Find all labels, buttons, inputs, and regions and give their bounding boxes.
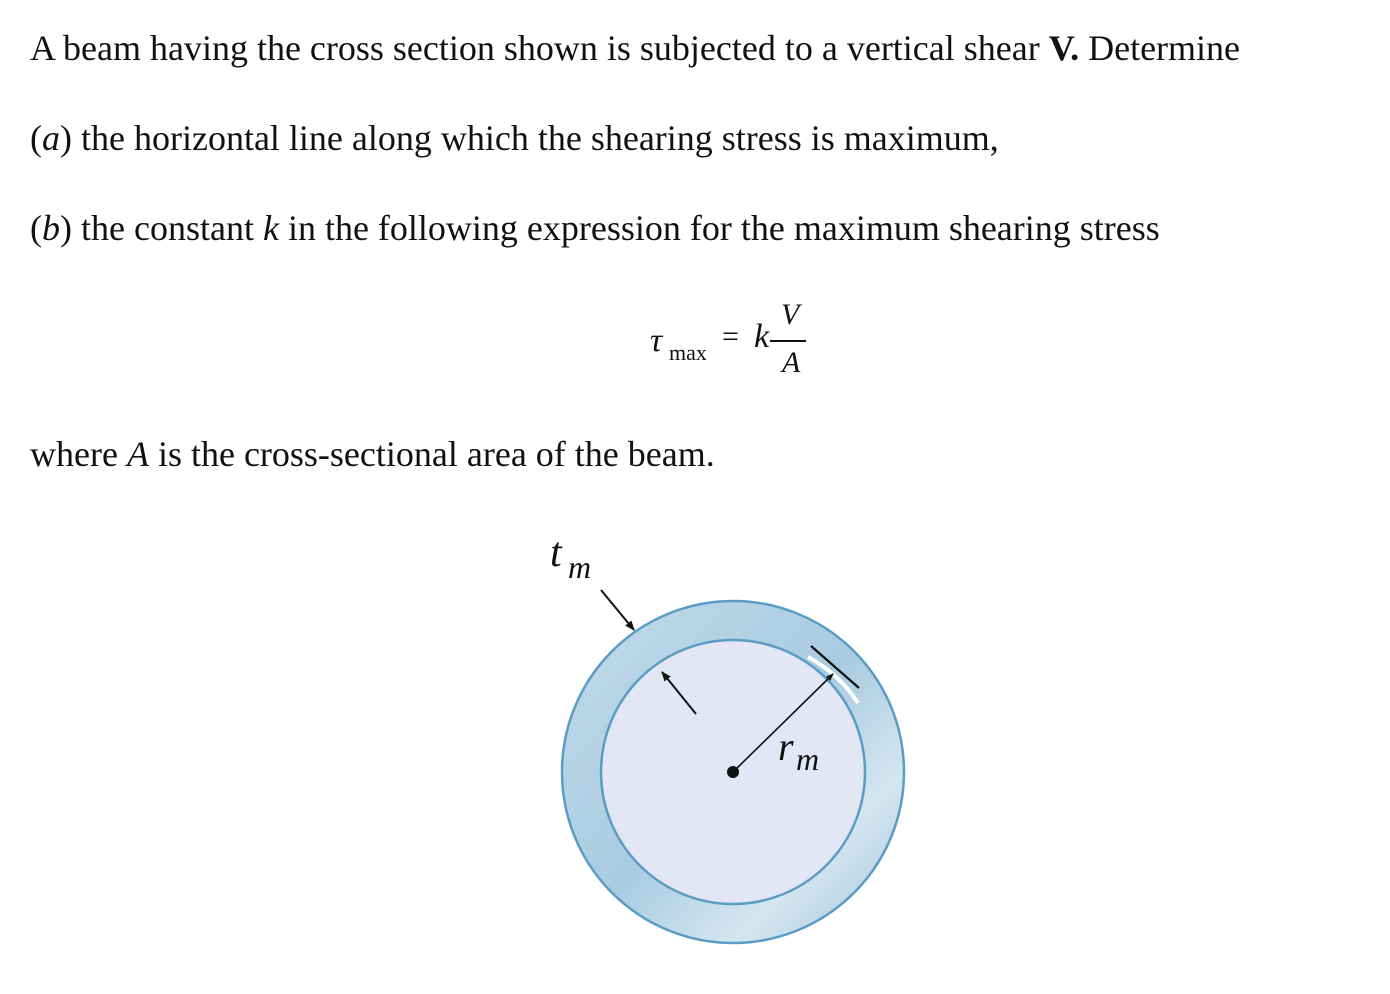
part-b-text-after: in the following expression for the maximum shearing stress — [278, 208, 1160, 248]
part-a-text: ) the horizontal line along which the shearing stress is maximum, — [60, 118, 999, 158]
formula-tau-subscript: max — [669, 340, 707, 365]
part-a-open-paren: ( — [30, 118, 42, 158]
formula-denominator: A — [782, 346, 801, 379]
where-text-after: is the cross-sectional area of the beam. — [148, 434, 715, 474]
part-a-letter: a — [42, 118, 60, 158]
part-b-letter: b — [42, 208, 60, 248]
where-text-before: where — [30, 434, 127, 474]
formula-k: k — [754, 318, 770, 355]
center-point — [727, 766, 739, 778]
part-b-open-paren: ( — [30, 208, 42, 248]
thickness-arrow-outer — [601, 590, 634, 630]
radius-label-main: r — [778, 724, 794, 769]
formula-equals: = — [722, 320, 739, 353]
problem-intro-text: A beam having the cross section shown is subjected to a vertical shear — [30, 28, 1049, 68]
thickness-label-sub: m — [568, 549, 592, 585]
determine-text: Determine — [1079, 28, 1241, 68]
where-A: A — [126, 434, 149, 474]
thickness-label-main: t — [550, 530, 562, 576]
radius-label-sub: m — [796, 741, 820, 777]
part-b-k: k — [262, 208, 279, 248]
shear-symbol: V. — [1048, 28, 1080, 68]
formula-tau: τ — [650, 322, 663, 359]
formula-numerator: V — [781, 298, 800, 331]
part-b-text-before: ) the constant — [60, 208, 263, 248]
